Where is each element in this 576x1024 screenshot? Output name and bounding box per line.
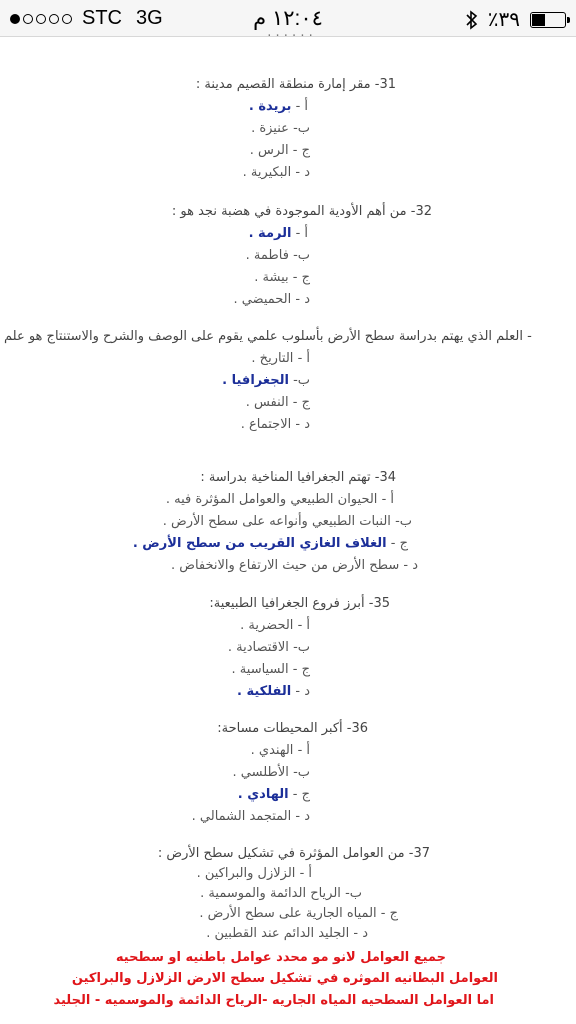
- option-a: أ - الرمة .: [248, 226, 308, 241]
- question-title: - العلم الذي يهتم بدراسة سطح الأرض بأسلوب علمي يقوم على الوصف والشرح والاستنتاج هو علم: [4, 329, 532, 344]
- answer-note-2: العوامل البطانيه الموثره في تشكيل سطح الارض الزلازل والبراكين: [71, 971, 498, 986]
- option-c: ج - الهادي .: [237, 787, 310, 802]
- option-a: أ - الهندي .: [250, 743, 310, 758]
- cut-off-line: · · · · · ·: [267, 29, 313, 44]
- option-c: ج - المياه الجارية على سطح الأرض .: [199, 906, 398, 921]
- question-title: 31- مقر إمارة منطقة القصيم مدينة :: [195, 77, 396, 92]
- battery-level: [532, 14, 545, 26]
- option-c: ج - الرس .: [249, 143, 310, 158]
- option-d: د - الحميضي .: [233, 292, 310, 307]
- option-a: أ - التاريخ .: [251, 351, 310, 366]
- option-a: أ - الزلازل والبراكين .: [196, 866, 312, 881]
- question-title: 36- أكبر المحيطات مساحة:: [217, 721, 368, 736]
- option-b: ب- فاطمة .: [245, 248, 310, 263]
- option-b: ب- الرياح الدائمة والموسمية .: [200, 886, 362, 901]
- answer-note-3: اما العوامل السطحيه المياه الجاريه -الرياح الدائمة والموسميه - الجليد: [53, 993, 494, 1008]
- question-title: 35- أبرز فروع الجغرافيا الطبيعية:: [209, 596, 390, 611]
- option-c: ج - الغلاف الغازي القريب من سطح الأرض .: [132, 536, 408, 551]
- option-b: ب- النبات الطبيعي وأنواعه على سطح الأرض .: [162, 514, 412, 529]
- option-d: د - الاجتماع .: [240, 417, 310, 432]
- battery-percent: ٪٣٩: [487, 9, 520, 31]
- bluetooth-icon: [466, 10, 478, 30]
- option-c: ج - بيشة .: [254, 270, 310, 285]
- question-title: 32- من أهم الأودية الموجودة في هضبة نجد هو :: [171, 204, 432, 219]
- option-a: أ - الحيوان الطبيعي والعوامل المؤثرة فيه .: [165, 492, 394, 507]
- network-type: 3G: [136, 7, 163, 29]
- carrier-name: STC: [82, 7, 122, 29]
- question-title: 34- تهتم الجغرافيا المناخية بدراسة :: [200, 470, 396, 485]
- document-view[interactable]: [0, 29, 576, 1024]
- clock: ١٢:٠٤ م: [253, 7, 323, 30]
- option-c: ج - النفس .: [245, 395, 310, 410]
- option-d: د - الفلكية .: [237, 684, 310, 699]
- battery-icon: [530, 12, 566, 28]
- option-a: أ - الحضرية .: [240, 618, 310, 633]
- status-right: [466, 7, 566, 32]
- answer-note-1: جميع العوامل لانو مو محدد عوامل باطنيه او سطحيه: [115, 950, 446, 965]
- option-b: ب- عنيزة .: [251, 121, 310, 136]
- option-d: د - سطح الأرض من حيث الارتفاع والانخفاض .: [170, 558, 418, 573]
- option-c: ج - السياسية .: [231, 662, 310, 677]
- option-d: د - المتجمد الشمالي .: [191, 809, 310, 824]
- option-b: ب- الأطلسي .: [232, 765, 310, 780]
- option-b: ب- الجغرافيا .: [222, 373, 310, 388]
- option-d: د - الجليد الدائم عند القطبين .: [206, 926, 368, 941]
- question-title: 37- من العوامل المؤثرة في تشكيل سطح الأرض :: [157, 846, 430, 861]
- option-a: أ - بريدة .: [248, 99, 308, 114]
- option-d: د - البكيرية .: [242, 165, 310, 180]
- option-b: ب- الاقتصادية .: [227, 640, 310, 655]
